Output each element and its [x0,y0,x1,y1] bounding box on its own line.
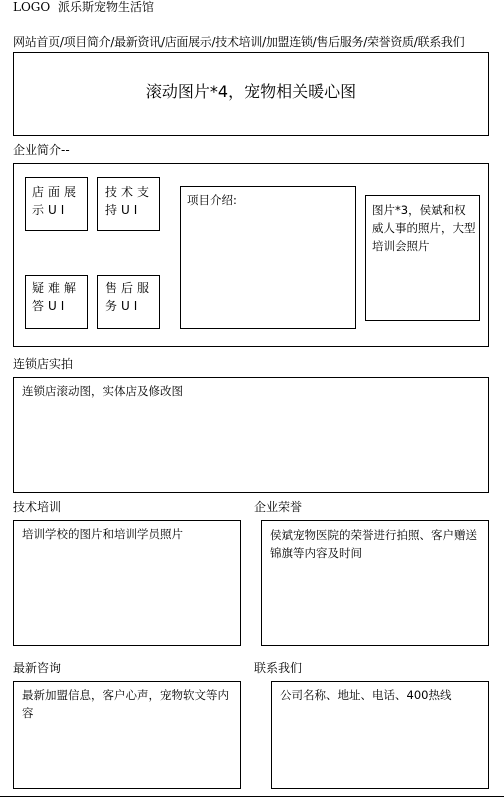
chain-store-slider[interactable] [13,377,489,493]
nav-item-franchise[interactable]: 加盟连锁 [265,35,313,49]
site-name: 派乐斯宠物生活馆 [58,0,155,14]
honor-heading: 企业荣誉 [254,500,303,514]
training-panel[interactable] [13,520,241,646]
faq-ui-label: 疑难解答UI [32,281,81,313]
nav-separator: / [262,35,266,49]
project-intro-panel [180,186,356,329]
leader-photo-text: 图片*3，侯斌和权威人事的照片，大型培训会照片 [372,203,476,253]
honor-text: 侯斌宠物医院的荣誉进行拍照、客户赠送锦旗等内容及时间 [270,528,477,560]
training-text: 培训学校的图片和培训学员照片 [22,527,183,541]
contact-panel[interactable] [271,681,489,789]
nav-separator: / [110,35,115,49]
contact-heading: 联系我们 [254,661,303,675]
nav-separator: / [363,35,367,49]
store-display-ui-box[interactable] [25,177,88,231]
logo[interactable]: LOGO [13,0,51,14]
nav-item-project-intro[interactable]: 项目简介 [63,35,111,49]
chain-heading: 连锁店实拍 [13,357,74,371]
project-intro-label: 项目介绍: [187,193,237,207]
tech-support-ui-box[interactable] [97,177,160,231]
chain-store-text: 连锁店滚动图，实体店及修改图 [22,384,183,398]
banner-slider[interactable] [13,52,489,136]
intro-heading: 企业简介-- [13,143,70,157]
store-display-ui-label: 店面展示UI [32,185,81,217]
training-heading: 技术培训 [13,500,62,514]
nav-item-contact[interactable]: 联系我们 [417,35,465,49]
nav-item-latest-news[interactable]: 最新资讯 [114,35,161,49]
news-text: 最新加盟信息，客户心声，宠物软文等内容 [22,688,229,720]
faq-ui-box[interactable] [25,275,88,329]
nav-separator: / [160,35,165,49]
banner-text: 滚动图片*4，宠物相关暖心图 [145,82,357,101]
nav-item-home[interactable]: 网站首页 [13,35,60,49]
nav-item-store-display[interactable]: 店面展示 [164,35,212,49]
intro-section [13,163,489,347]
nav-separator: / [312,35,317,49]
leader-photo-panel[interactable] [365,195,480,321]
main-nav [13,35,464,49]
nav-item-training[interactable]: 技术培训 [215,35,263,49]
after-sales-ui-box[interactable] [97,275,160,329]
nav-item-honors[interactable]: 荣誉资质 [366,35,414,49]
honor-panel[interactable] [261,520,489,646]
tech-support-ui-label: 技术支持UI [105,185,154,217]
nav-item-after-sales[interactable]: 售后服务 [316,35,364,49]
nav-separator: / [211,35,216,49]
nav-separator: / [59,35,64,49]
after-sales-ui-label: 售后服务UI [105,281,154,313]
nav-separator: / [413,35,418,49]
news-heading: 最新咨询 [13,661,62,675]
bottom-divider [0,796,504,797]
news-panel[interactable] [13,681,241,789]
contact-text: 公司名称、地址、电话、400热线 [280,688,452,702]
